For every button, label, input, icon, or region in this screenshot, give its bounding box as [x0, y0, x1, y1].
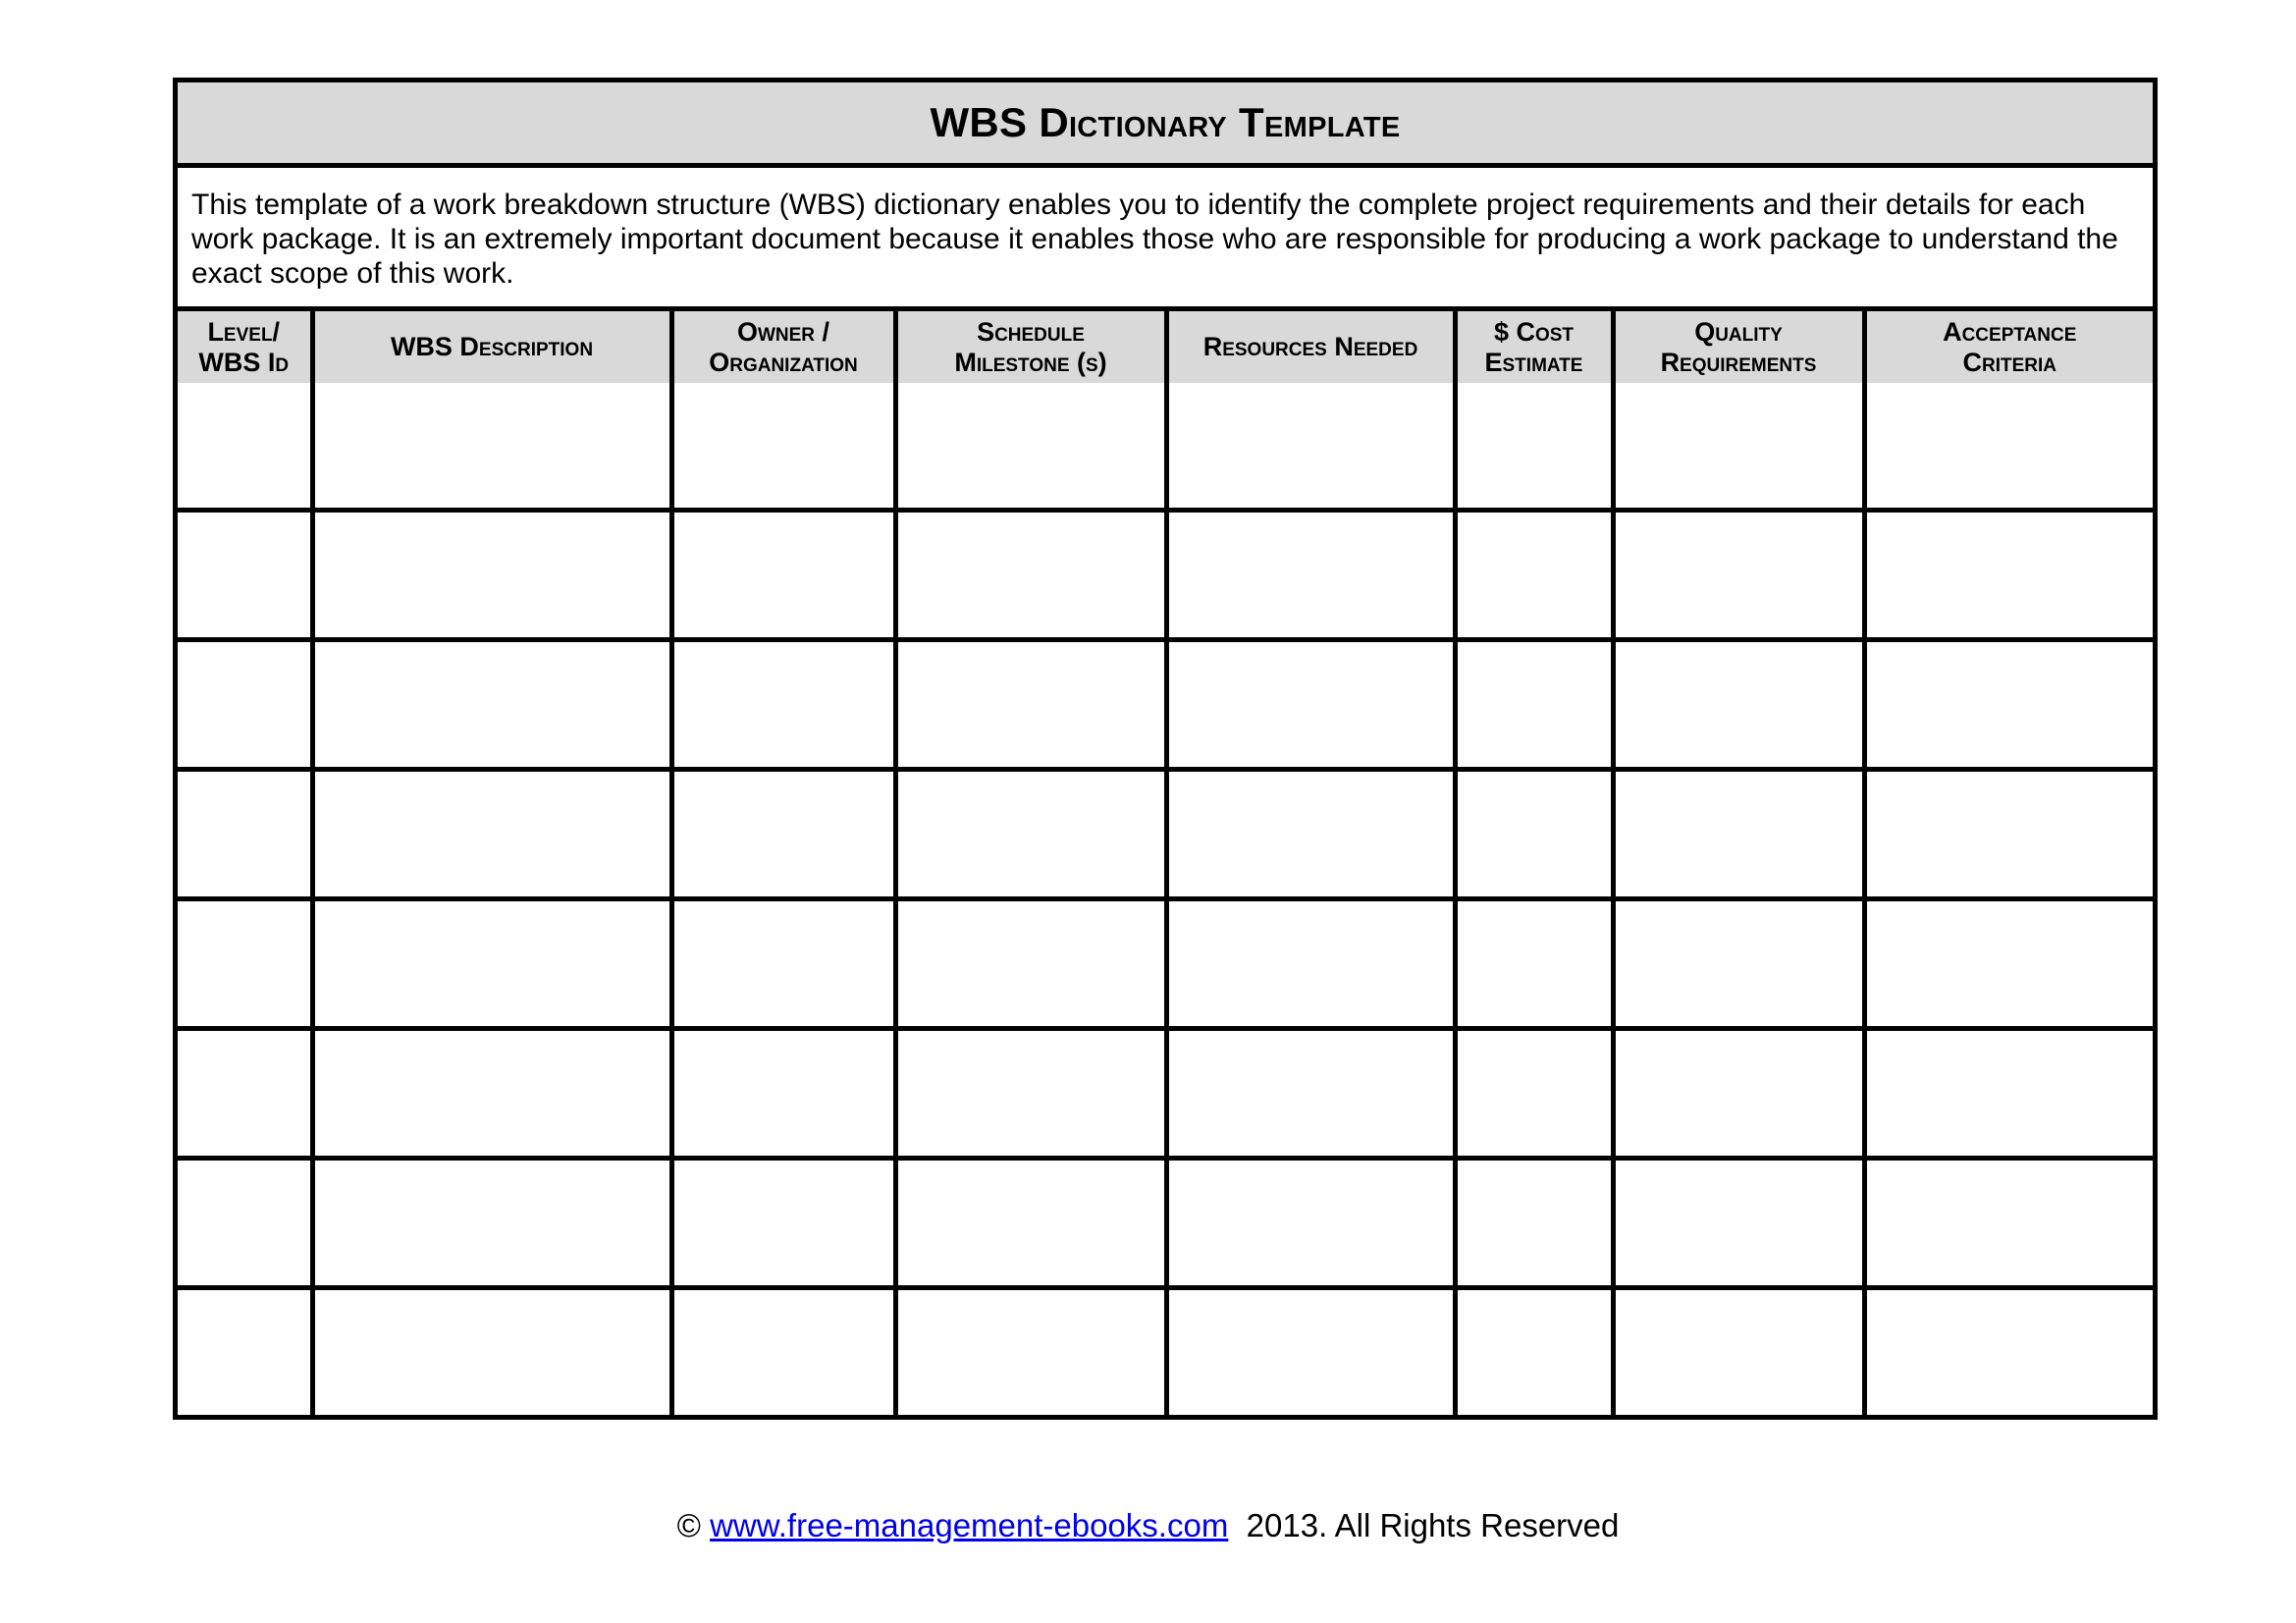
- table-row: [178, 1029, 2153, 1159]
- table-cell[interactable]: [1613, 770, 1864, 899]
- table-cell[interactable]: [178, 383, 312, 511]
- table-body: [178, 383, 2153, 1415]
- table-cell[interactable]: [1864, 1288, 2153, 1416]
- table-cell[interactable]: [895, 1288, 1166, 1416]
- intro-paragraph: This template of a work breakdown structure (WBS) dictionary enables you to identify the complete project requirements and their details for each work package. It is an extremely important document because it enables those who are responsible for producing a work package to understand the exact scope of this work.: [178, 168, 2153, 311]
- table-cell[interactable]: [1613, 899, 1864, 1029]
- table-cell[interactable]: [895, 1029, 1166, 1159]
- column-header-line: Estimate: [1484, 347, 1583, 377]
- column-header-acceptance-criteria: [1864, 311, 2153, 383]
- footer: [0, 1507, 2296, 1544]
- table-row: [178, 511, 2153, 640]
- table-cell[interactable]: [1613, 511, 1864, 640]
- table-cell[interactable]: [178, 1029, 312, 1159]
- table-row: [178, 899, 2153, 1029]
- table-cell[interactable]: [671, 511, 895, 640]
- table-cell[interactable]: [671, 1029, 895, 1159]
- rights-text: 2013. All Rights Reserved: [1246, 1507, 1620, 1543]
- wbs-dictionary-sheet: [173, 78, 2158, 1420]
- table-cell[interactable]: [312, 511, 671, 640]
- column-header-cost-estimate: [1455, 311, 1613, 383]
- column-header-resources-needed: [1166, 311, 1455, 383]
- table-cell[interactable]: [1864, 899, 2153, 1029]
- table-cell[interactable]: [1455, 640, 1613, 770]
- table-cell[interactable]: [895, 383, 1166, 511]
- table-cell[interactable]: [1166, 511, 1455, 640]
- column-header-quality-requirements: [1613, 311, 1864, 383]
- table-cell[interactable]: [312, 770, 671, 899]
- column-header-line: Resources Needed: [1202, 332, 1418, 361]
- table-cell[interactable]: [1166, 1159, 1455, 1288]
- table-cell[interactable]: [671, 770, 895, 899]
- table-cell[interactable]: [1864, 1029, 2153, 1159]
- column-header-owner-organization: [671, 311, 895, 383]
- column-header-line: Owner /: [736, 316, 830, 347]
- column-header-wbs-description: [312, 311, 671, 383]
- table-cell[interactable]: [178, 1159, 312, 1288]
- table-cell[interactable]: [1166, 640, 1455, 770]
- table-cell[interactable]: [1166, 1288, 1455, 1416]
- table-cell[interactable]: [312, 1159, 671, 1288]
- table-cell[interactable]: [1864, 640, 2153, 770]
- table-cell[interactable]: [895, 511, 1166, 640]
- table-cell[interactable]: [1166, 899, 1455, 1029]
- table-cell[interactable]: [312, 899, 671, 1029]
- table-cell[interactable]: [1613, 1288, 1864, 1416]
- column-header-line: $ Cost: [1493, 316, 1575, 347]
- table-cell[interactable]: [895, 1159, 1166, 1288]
- column-header-line: Schedule: [977, 316, 1085, 347]
- table-cell[interactable]: [312, 1288, 671, 1416]
- table-cell[interactable]: [895, 899, 1166, 1029]
- table-cell[interactable]: [895, 770, 1166, 899]
- table-cell[interactable]: [1455, 1159, 1613, 1288]
- table-cell[interactable]: [312, 1029, 671, 1159]
- column-header-line: Level/: [207, 316, 281, 347]
- table-cell[interactable]: [312, 383, 671, 511]
- column-header-schedule-milestones: [895, 311, 1166, 383]
- table-cell[interactable]: [178, 511, 312, 640]
- table-cell[interactable]: [178, 1288, 312, 1416]
- column-header-line: Requirements: [1660, 347, 1817, 377]
- column-header-line: WBS Description: [390, 332, 594, 361]
- table-cell[interactable]: [1864, 383, 2153, 511]
- table-cell[interactable]: [1455, 511, 1613, 640]
- table-cell[interactable]: [671, 640, 895, 770]
- website-link[interactable]: www.free-management-ebooks.com: [710, 1507, 1229, 1543]
- table-cell[interactable]: [671, 899, 895, 1029]
- table-cell[interactable]: [1864, 511, 2153, 640]
- table-cell[interactable]: [1455, 383, 1613, 511]
- table-row: [178, 640, 2153, 770]
- column-header-line: Acceptance: [1943, 316, 2077, 347]
- table-cell[interactable]: [1166, 770, 1455, 899]
- wbs-dictionary-table: [178, 311, 2153, 1415]
- table-cell[interactable]: [1613, 1029, 1864, 1159]
- column-header-line: WBS Id: [198, 347, 290, 377]
- table-cell[interactable]: [178, 640, 312, 770]
- column-header-line: Criteria: [1962, 347, 2056, 377]
- table-cell[interactable]: [671, 383, 895, 511]
- table-row: [178, 1288, 2153, 1416]
- copyright-symbol: ©: [676, 1507, 701, 1543]
- table-cell[interactable]: [1613, 383, 1864, 511]
- table-cell[interactable]: [1864, 1159, 2153, 1288]
- column-header-line: Milestone (s): [954, 347, 1107, 377]
- table-cell[interactable]: [895, 640, 1166, 770]
- table-cell[interactable]: [178, 899, 312, 1029]
- table-cell[interactable]: [1455, 770, 1613, 899]
- table-header-row: [178, 311, 2153, 383]
- table-cell[interactable]: [178, 770, 312, 899]
- table-cell[interactable]: [671, 1288, 895, 1416]
- table-cell[interactable]: [1455, 1029, 1613, 1159]
- table-row: [178, 770, 2153, 899]
- table-cell[interactable]: [671, 1159, 895, 1288]
- table-row: [178, 1159, 2153, 1288]
- column-header-level-wbs-id: [178, 311, 312, 383]
- table-cell[interactable]: [1166, 383, 1455, 511]
- table-cell[interactable]: [1613, 1159, 1864, 1288]
- table-cell[interactable]: [1613, 640, 1864, 770]
- column-header-line: Organization: [709, 347, 858, 377]
- table-cell[interactable]: [1455, 899, 1613, 1029]
- table-cell[interactable]: [1455, 1288, 1613, 1416]
- page-title: WBS Dictionary Template: [178, 82, 2153, 168]
- table-cell[interactable]: [1166, 1029, 1455, 1159]
- column-header-line: Quality: [1694, 316, 1783, 347]
- table-cell[interactable]: [312, 640, 671, 770]
- table-row: [178, 383, 2153, 511]
- table-cell[interactable]: [1864, 770, 2153, 899]
